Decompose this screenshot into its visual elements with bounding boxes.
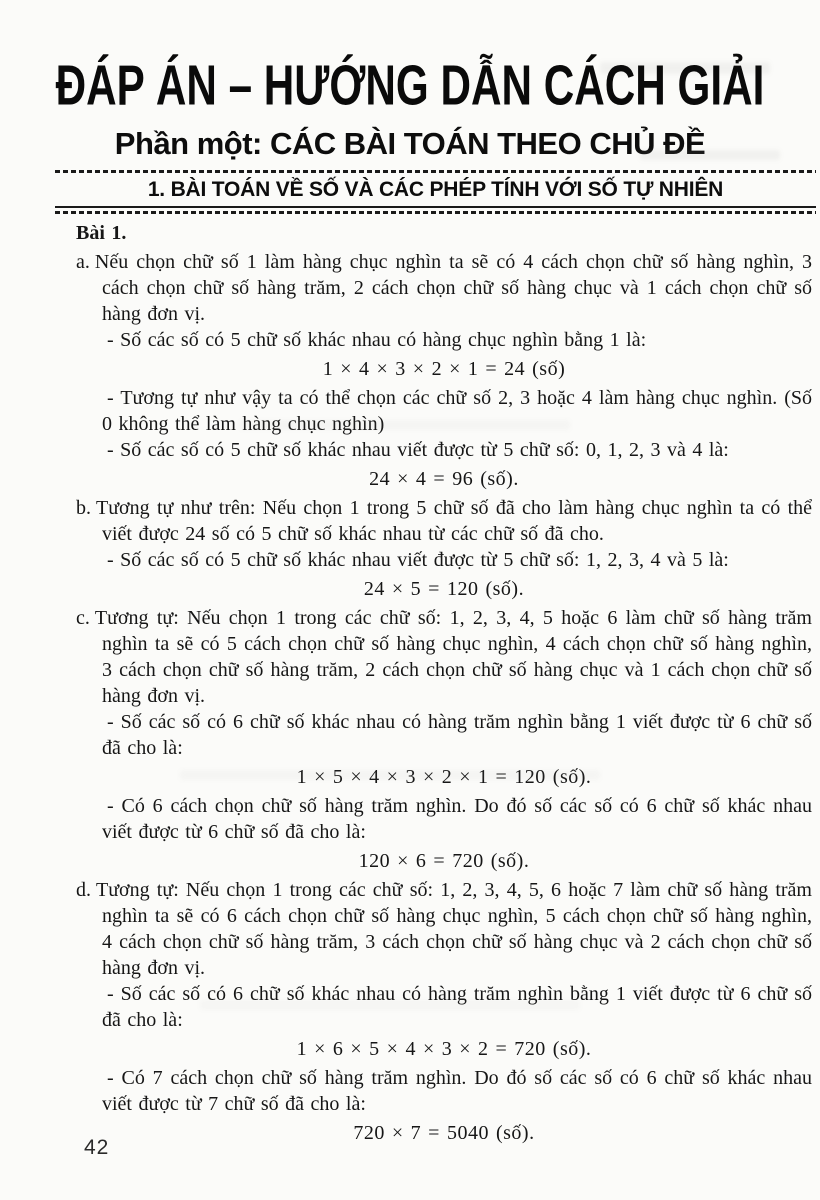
section-header-band [55,170,816,214]
solution-item-a [76,249,812,327]
solution-step: - Có 6 cách chọn chữ số hàng trăm nghìn. Do đó số các số có 6 chữ số khác nhau viết được từ 6 chữ số đã cho là: [102,795,812,843]
solution-step: - Số các số có 5 chữ số khác nhau viết được từ 5 chữ số: 1, 2, 3, 4 và 5 là: [107,549,729,571]
solution-step: - Số các số có 5 chữ số khác nhau có hàng chục nghìn bằng 1 là: [107,329,647,351]
solution-step: - Số các số có 6 chữ số khác nhau có hàng trăm nghìn bằng 1 viết được từ 6 chữ số đã cho là: [102,711,812,759]
item-letter: b. [76,497,91,519]
equation: 1 × 4 × 3 × 2 × 1 = 24 (số) [322,358,566,380]
equation: 720 × 7 = 5040 (số). [353,1122,535,1144]
equation: 1 × 5 × 4 × 3 × 2 × 1 = 120 (số). [296,766,592,788]
page-number: 42 [84,1136,110,1159]
section-title: 1. BÀI TOÁN VỀ SỐ VÀ CÁC PHÉP TÍNH VỚI SỐ TỰ NHIÊN [147,178,724,201]
equation: 24 × 5 = 120 (số). [363,578,525,600]
problem-label: Bài 1. [76,222,127,244]
equation: 24 × 4 = 96 (số). [369,468,519,490]
item-text: Tương tự: Nếu chọn 1 trong các chữ số: 1, 2, 3, 4, 5 hoặc 6 làm chữ số hàng trăm nghìn ta sẽ có 5 cách chọn chữ số hàng chục nghìn, 4 cách chọn chữ số hàng nghìn, 3 cách chọn chữ số hàng trăm, 2 cách chọn chữ số hàng chục và 1 cách chọn chữ số hàng đơn vị. [94,607,812,707]
page-title: ĐÁP ÁN – HƯỚNG DẪN CÁCH GIẢI [55,55,765,118]
dashed-rule-bottom [55,211,816,214]
solution-item-c [76,605,812,709]
equation: 120 × 6 = 720 (số). [358,850,530,872]
item-text: Nếu chọn chữ số 1 làm hàng chục nghìn ta sẽ có 4 cách chọn chữ số hàng nghìn, 3 cách chọn chữ số hàng trăm, 2 cách chọn chữ số hàng chục và 1 cách chọn chữ số hàng đơn vị. [94,251,812,325]
item-letter: a. [76,251,90,273]
solution-content [76,220,812,1146]
item-letter: d. [76,879,91,901]
solution-item-b [76,495,812,547]
item-text: Tương tự như trên: Nếu chọn 1 trong 5 chữ số đã cho làm hàng chục nghìn ta có thể viết được 24 số có 5 chữ số khác nhau từ các chữ số đã cho. [96,497,812,545]
item-text: Tương tự: Nếu chọn 1 trong các chữ số: 1, 2, 3, 4, 5, 6 hoặc 7 làm chữ số hàng trăm nghìn ta sẽ có 6 cách chọn chữ số hàng chục nghìn, 5 cách chọn chữ số hàng nghìn, 4 cách chọn chữ số hàng trăm, 3 cách chọn chữ số hàng chục và 2 cách chọn chữ số hàng đơn vị. [96,879,812,979]
solution-step: - Số các số có 6 chữ số khác nhau có hàng trăm nghìn bằng 1 viết được từ 6 chữ số đã cho là: [102,983,812,1031]
equation: 1 × 6 × 5 × 4 × 3 × 2 = 720 (số). [296,1038,592,1060]
solution-step: - Số các số có 5 chữ số khác nhau viết được từ 5 chữ số: 0, 1, 2, 3 và 4 là: [107,439,729,461]
solution-step: - Tương tự như vậy ta có thể chọn các chữ số 2, 3 hoặc 4 làm hàng chục nghìn. (Số 0 không thể làm hàng chục nghìn) [102,387,812,435]
part-subtitle: Phần một: CÁC BÀI TOÁN THEO CHỦ ĐỀ [114,126,706,161]
item-letter: c. [76,607,90,629]
solution-item-d [76,877,812,981]
solution-step: - Có 7 cách chọn chữ số hàng trăm nghìn. Do đó số các số có 6 chữ số khác nhau viết được từ 7 chữ số đã cho là: [102,1067,812,1115]
